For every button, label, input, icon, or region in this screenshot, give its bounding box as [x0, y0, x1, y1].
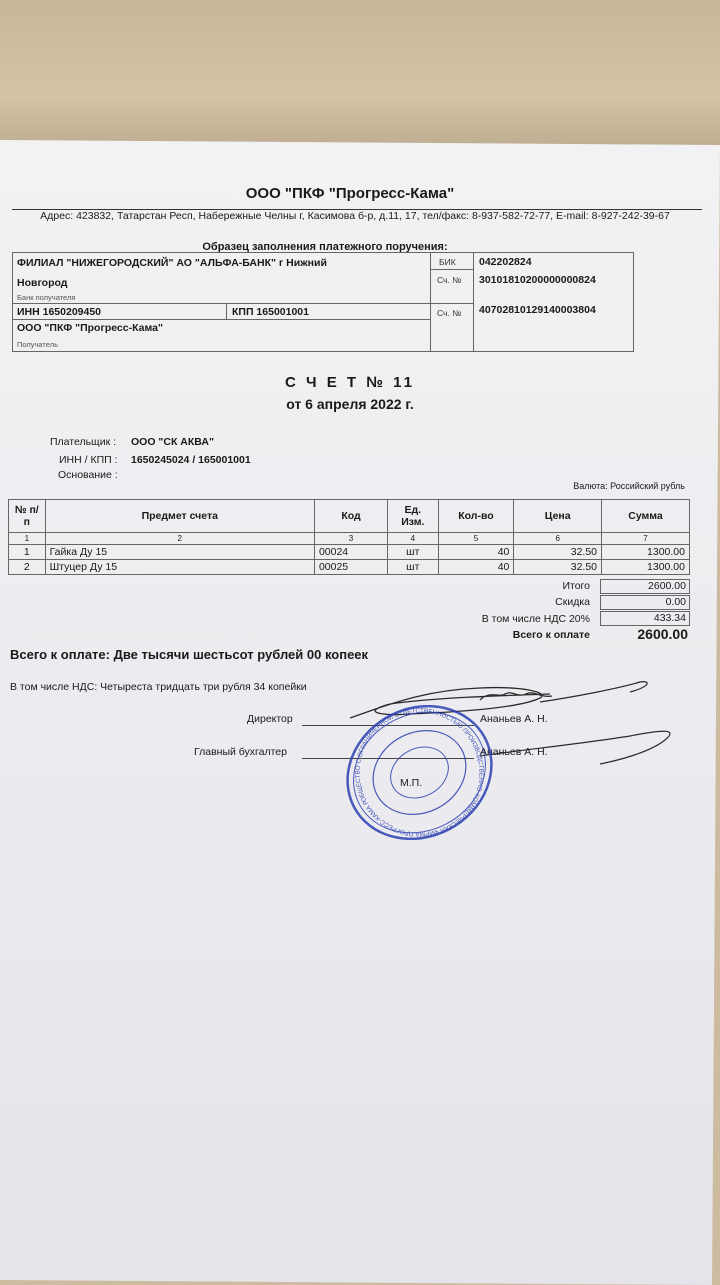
row-unit: шт: [388, 560, 439, 575]
row-num: 2: [9, 560, 46, 575]
recipient-inn: ИНН 1650209450: [17, 306, 102, 318]
col-header-item: Предмет счета: [45, 500, 314, 533]
discount-value: 0.00: [600, 595, 690, 610]
row-qty: 40: [438, 545, 514, 560]
bik-label: БИК: [439, 257, 456, 267]
row-item: Гайка Ду 15: [45, 545, 314, 560]
row-code: 00024: [314, 545, 387, 560]
col-header-code: Код: [314, 500, 387, 533]
colnum: 5: [438, 533, 514, 545]
row-unit: шт: [388, 545, 439, 560]
table-row: [9, 560, 690, 575]
col-header-price: Цена: [514, 500, 602, 533]
row-code: 00025: [314, 560, 387, 575]
company-address: Адрес: 423832, Татарстан Респ, Набережные Челны г, Касимова б-р, д.11, 17, тел/факс: 8-937-582-72-77, E-mail: 8-927-242-39-67: [40, 210, 670, 222]
colnum: 1: [9, 533, 46, 545]
colnum: 4: [388, 533, 439, 545]
director-label: Директор: [247, 713, 293, 725]
company-stamp: [342, 705, 497, 840]
itogo-label: Итого: [562, 580, 590, 592]
bank-caption: Банк получателя: [17, 293, 76, 302]
table-surface: [0, 0, 720, 160]
corr-account-value: 30101810200000000824: [479, 274, 596, 286]
row-price: 32.50: [514, 545, 602, 560]
basis-label: Основание :: [58, 469, 118, 481]
currency-note: Валюта: Российский рубль: [573, 481, 685, 491]
bank-name-line2: Новгород: [17, 277, 68, 289]
vat-in-words: В том числе НДС: Четыреста тридцать три рубля 34 копейки: [10, 681, 307, 693]
company-title: ООО "ПКФ "Прогресс-Кама": [245, 185, 455, 202]
row-sum: 1300.00: [602, 560, 690, 575]
colnum: 2: [45, 533, 314, 545]
payer-value: ООО "СК АКВА": [131, 436, 214, 448]
vat-label: В том числе НДС 20%: [481, 613, 590, 625]
bank-name: ФИЛИАЛ "НИЖЕГОРОДСКИЙ" АО "АЛЬФА-БАНК" г Нижний: [17, 257, 327, 269]
col-header-qty: Кол-во: [438, 500, 514, 533]
invoice-date: от 6 апреля 2022 г.: [286, 396, 414, 412]
stamp-text: ОБЩЕСТВО С ОГРАНИЧЕННОЙ ОТВЕТСТВЕННОСТЬЮ ПРОИЗВОДСТВЕННО-КОММЕРЧЕСКАЯ ФИРМА ПРОГРЕСС-КАМА РЕСПУБЛИКА: [354, 707, 485, 838]
payer-label: Плательщик :: [50, 436, 116, 448]
bank-details-box: [12, 252, 634, 352]
table-colnum-row: [9, 533, 690, 545]
account-value: 40702810129140003804: [479, 304, 596, 316]
discount-label: Скидка: [555, 596, 590, 608]
recipient-kpp: КПП 165001001: [232, 306, 309, 318]
recipient-name: ООО "ПКФ "Прогресс-Кама": [17, 322, 163, 334]
recipient-caption: Получатель: [17, 340, 58, 349]
row-sum: 1300.00: [602, 545, 690, 560]
payer-inn-value: 1650245024 / 165001001: [131, 454, 251, 466]
account-label: Сч. №: [437, 308, 462, 318]
col-header-sum: Сумма: [602, 500, 690, 533]
col-header-num: № п/п: [9, 500, 46, 533]
svg-text:ОБЩЕСТВО С ОГРАНИЧЕННОЙ ОТВЕТС: [342, 705, 497, 840]
row-qty: 40: [438, 560, 514, 575]
corr-account-label: Сч. №: [437, 275, 462, 285]
table-header-row: [9, 500, 690, 533]
total-label: Всего к оплате: [512, 629, 590, 641]
amount-in-words: Всего к оплате: Две тысячи шестьсот рублей 00 копеек: [10, 647, 369, 662]
accountant-label: Главный бухгалтер: [194, 746, 287, 758]
items-table: [8, 499, 690, 575]
colnum: 7: [602, 533, 690, 545]
invoice-title: С Ч Е Т № 11: [285, 374, 415, 391]
payment-sample-title: Образец заполнения платежного поручения:: [202, 241, 448, 253]
table-row: [9, 545, 690, 560]
row-item: Штуцер Ду 15: [45, 560, 314, 575]
total-value: 2600.00: [637, 626, 688, 642]
col-header-unit: Ед. Изм.: [388, 500, 439, 533]
row-price: 32.50: [514, 560, 602, 575]
row-num: 1: [9, 545, 46, 560]
vat-value: 433.34: [600, 611, 690, 626]
mp-label: М.П.: [400, 777, 423, 789]
bik-value: 042202824: [479, 256, 532, 268]
director-name: Ананьев А. Н.: [480, 713, 548, 725]
payer-inn-label: ИНН / КПП :: [59, 454, 118, 466]
accountant-name: Ананьев А. Н.: [480, 746, 548, 758]
itogo-value: 2600.00: [600, 579, 690, 594]
colnum: 3: [314, 533, 387, 545]
colnum: 6: [514, 533, 602, 545]
